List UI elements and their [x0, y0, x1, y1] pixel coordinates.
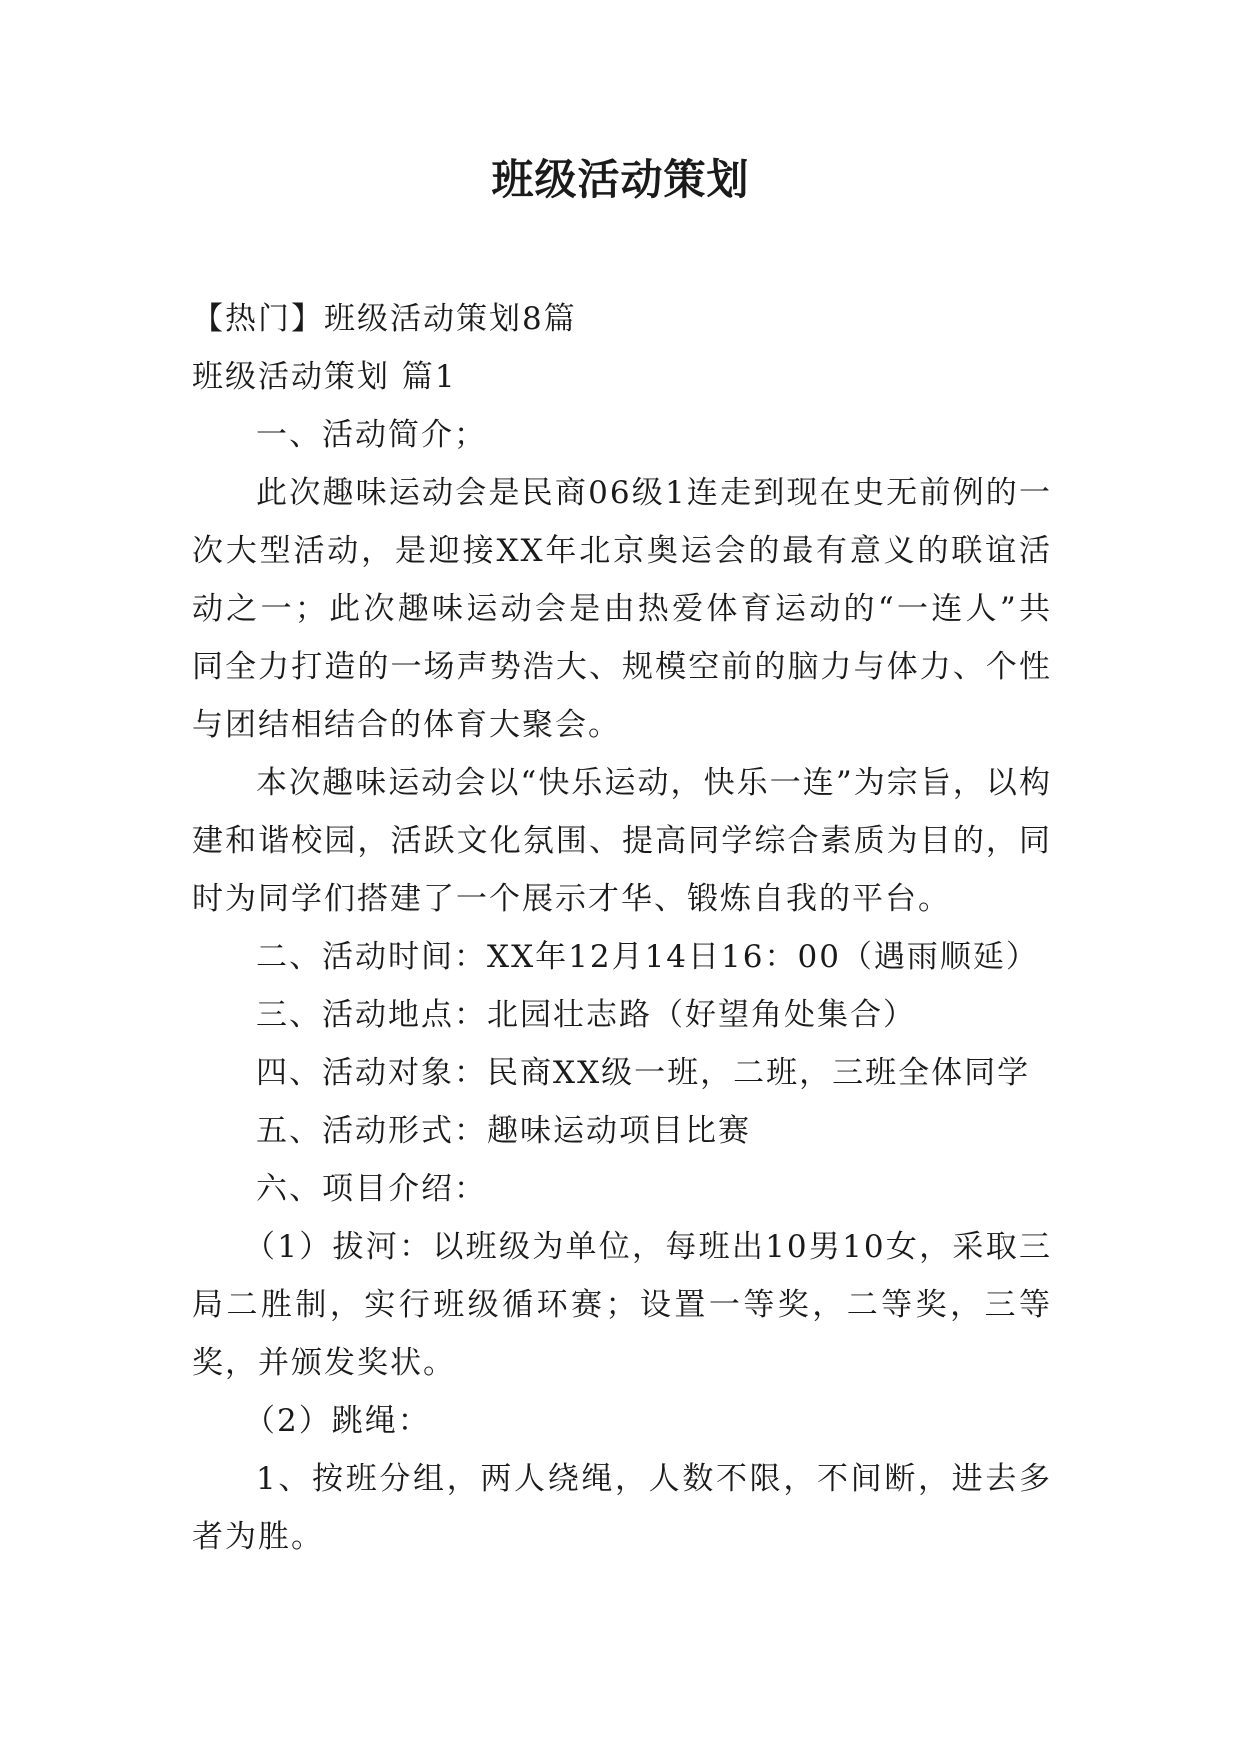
paragraph-tug-of-war: （1）拔河：以班级为单位，每班出10男10女，采取三局二胜制，实行班级循环赛；设置一等奖，二等奖，三等奖，并颁发奖状。: [192, 1229, 1052, 1381]
paragraph-purpose: 本次趣味运动会以“快乐运动，快乐一连”为宗旨，以构建和谐校园，活跃文化氛围、提高同学综合素质为目的，同时为同学们搭建了一个展示才华、锻炼自我的平台。: [192, 765, 1052, 917]
line-activity-location: 三、活动地点：北园壮志路（好望角处集合）: [256, 997, 916, 1033]
line-activity-participants: 四、活动对象：民商XX级一班，二班，三班全体同学: [256, 1055, 1031, 1091]
paragraph-jump-rope-rule-1: 1、按班分组，两人绕绳，人数不限，不间断，进去多者为胜。: [192, 1461, 1052, 1555]
line-activity-format: 五、活动形式：趣味运动项目比赛: [256, 1113, 751, 1149]
document-subtitle: 【热门】班级活动策划8篇: [192, 301, 577, 337]
heading-activity-intro: 一、活动简介；: [256, 417, 487, 453]
document-title: 班级活动策划: [491, 155, 750, 204]
heading-project-intro: 六、项目介绍：: [256, 1171, 487, 1207]
document-body: [192, 290, 1052, 1566]
heading-jump-rope: （2）跳绳：: [244, 1403, 431, 1439]
line-activity-time: 二、活动时间：XX年12月14日16：00（遇雨顺延）: [256, 939, 1039, 975]
paragraph-intro: 此次趣味运动会是民商06级1连走到现在史无前例的一次大型活动，是迎接XX年北京奥运会的最有意义的联谊活动之一；此次趣味运动会是由热爱体育运动的“一连人”共同全力打造的一场声势浩大、规模空前的脑力与体力、个性与团结相结合的体育大聚会。: [192, 475, 1052, 743]
section-heading: 班级活动策划 篇1: [192, 359, 457, 395]
